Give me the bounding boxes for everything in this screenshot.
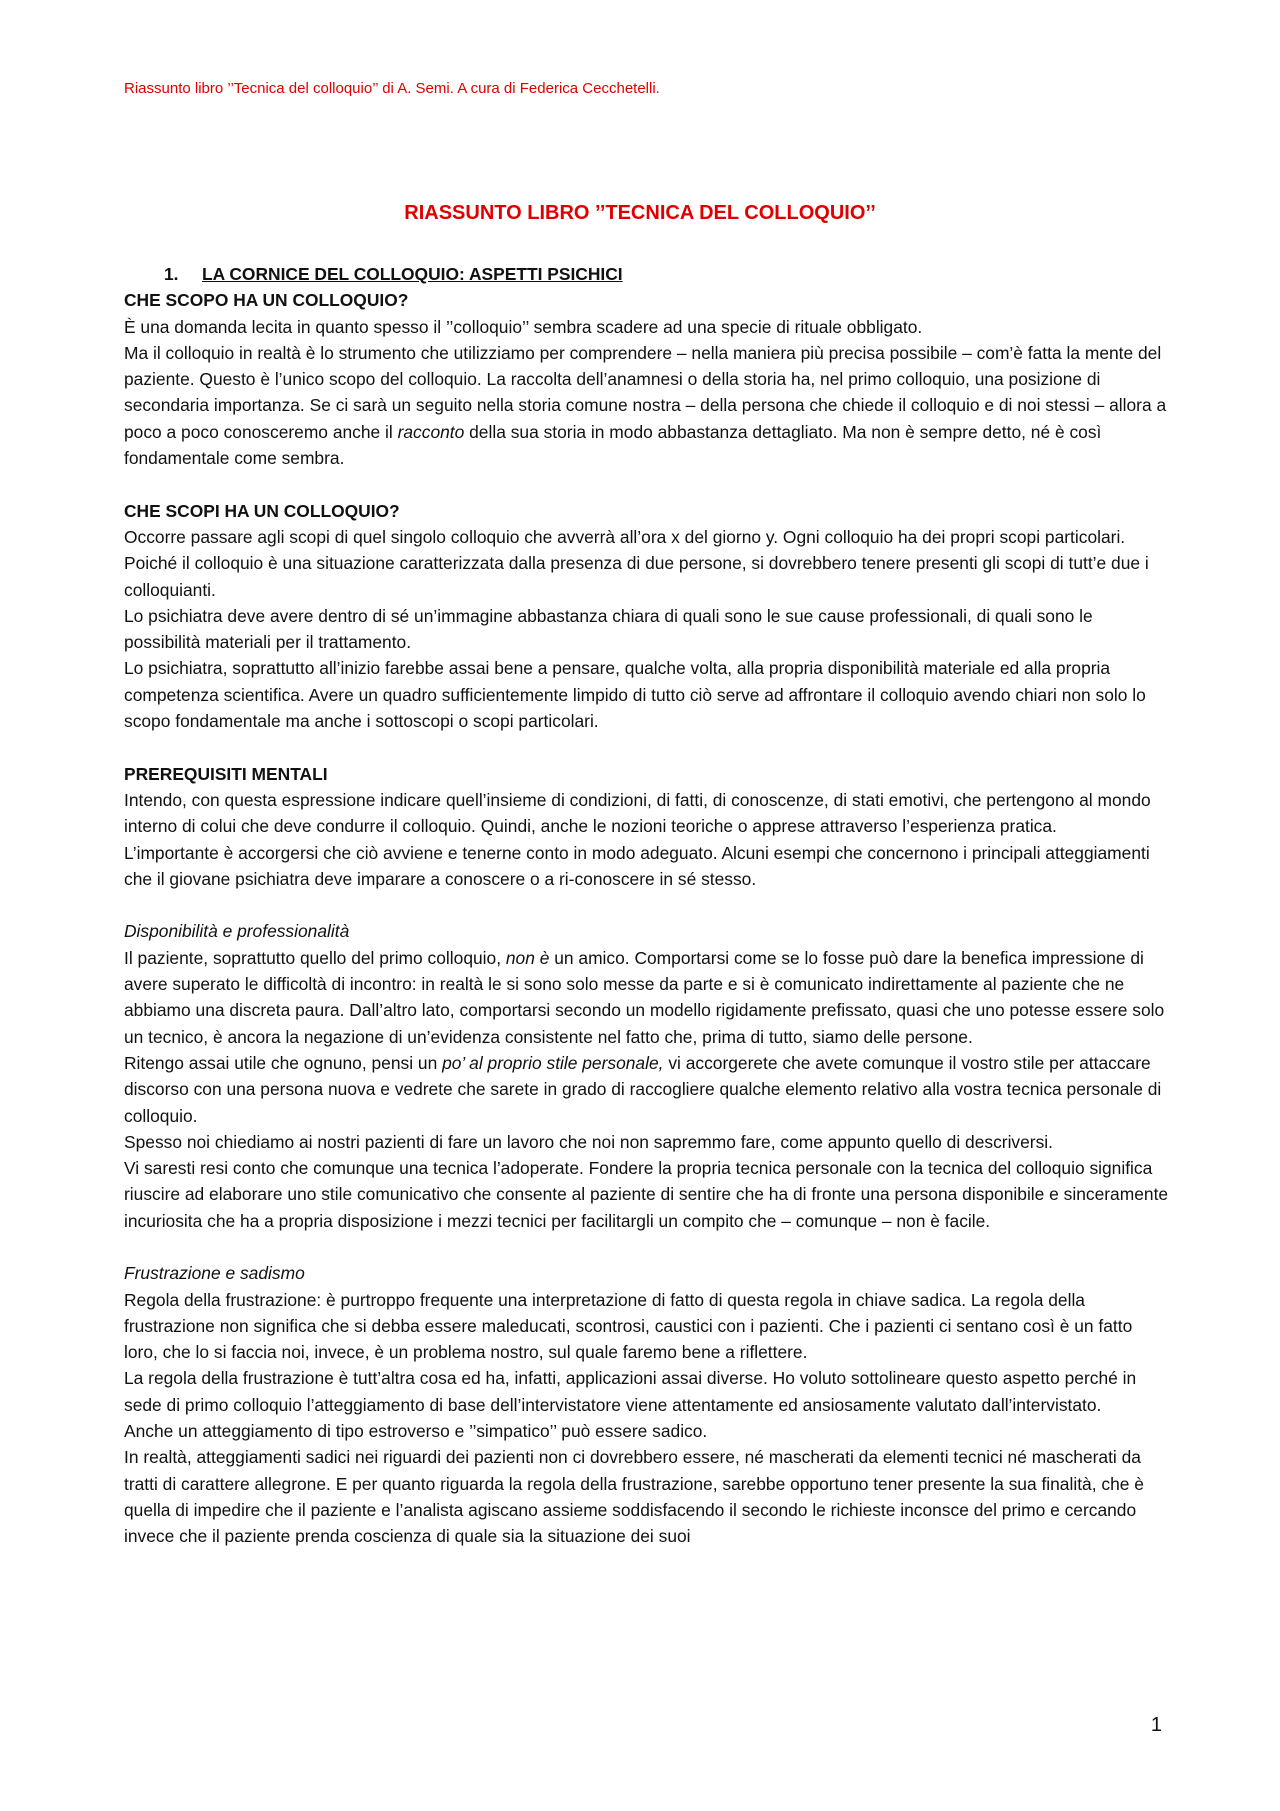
emphasis-text: racconto xyxy=(397,421,465,442)
paragraph: In realtà, atteggiamenti sadici nei riguardi dei pazienti non ci dovrebbero essere, né mascherati da elementi tecnici né mascherati da tratti di carattere allegrone. E per quanto riguarda la regola della frustrazione, sarebbe opportuno tener presente la sua finalità, che è quella di impedire che il paziente e l’analista agiscano assieme soddisfacendo il secondo le richieste inconsce del primo e cercando invece che il paziente prenda coscienza di quale sia la situazione dei suoi xyxy=(124,1447,1144,1547)
section-heading-prerequisiti: PREREQUISITI MENTALI xyxy=(124,763,328,784)
chapter-number: 1. xyxy=(164,264,179,284)
emphasis-text: po’ al proprio stile personale, xyxy=(442,1052,664,1073)
section-heading-scopo: CHE SCOPO HA UN COLLOQUIO? xyxy=(124,290,409,311)
paragraph xyxy=(124,340,1170,471)
section-heading-scopi: CHE SCOPI HA UN COLLOQUIO? xyxy=(124,500,400,521)
paragraph xyxy=(124,945,1170,1050)
paragraph-text: Il paziente, soprattutto quello del primo colloquio, xyxy=(124,947,506,968)
chapter-title: LA CORNICE DEL COLLOQUIO: ASPETTI PSICHICI xyxy=(202,264,623,284)
paragraph xyxy=(124,1050,1170,1129)
document-body xyxy=(124,261,1170,1550)
paragraph: Intendo, con questa espressione indicare quell’insieme di condizioni, di fatti, di conoscenze, di stati emotivi, che pertengono al mondo interno di colui che deve condurre il colloquio. Quindi, anche le nozioni teoriche o apprese attraverso l’esperienza pratica. xyxy=(124,789,1151,837)
paragraph: Lo psichiatra, soprattutto all’inizio farebbe assai bene a pensare, qualche volta, alla propria disponibilità materiale ed alla propria competenza scientifica. Avere un quadro sufficientemente limpido di tutto ciò serve ad affrontare il colloquio avendo chiari non solo lo scopo fondamentale ma anche i sottoscopi o scopi particolari. xyxy=(124,658,1146,732)
paragraph: La regola della frustrazione è tutt’altra cosa ed ha, infatti, applicazioni assai diverse. Ho voluto sottolineare questo aspetto perché in sede di primo colloquio l’atteggiamento di base dell’intervistatore viene attentamente ed ansiosamente valutato dall’intervistato. xyxy=(124,1368,1137,1415)
document-title: RIASSUNTO LIBRO ’’TECNICA DEL COLLOQUIO’’ xyxy=(404,202,876,224)
paragraph: Regola della frustrazione: è purtroppo frequente una interpretazione di fatto di questa regola in chiave sadica. La regola della frustrazione non significa che si debba essere maleducati, scontrosi, caustici con i pazienti. Che i pazienti ci sentano così è un fatto loro, che lo si faccia noi, invece, è un problema nostro, sul quale faremo bene a riflettere. xyxy=(124,1289,1133,1363)
paragraph: Anche un atteggiamento di tipo estroverso e ’’simpatico’’ può essere sadico. xyxy=(124,1421,708,1442)
paragraph-text: vi accorgerete che avete comunque il vostro stile per attaccare discorso con una persona nuova e vedrete che sarete in grado di raccogliere qualche elemento relativo alla vostra tecnica personale di colloquio. xyxy=(124,1052,1162,1126)
paragraph-text: un amico. Comportarsi come se lo fosse può dare la benefica impressione di avere superato le difficoltà di incontro: in realtà le si sono solo messe da parte e si è comunicato indirettamente al paziente che ne abbiamo una discreta paura. Dall’altro lato, comportarsi secondo un modello rigidamente prefissato, quasi che uno potesse essere solo un tecnico, è ancora la negazione di un’evidenza consistente nel fatto che, prima di tutto, siamo delle persone. xyxy=(124,947,1165,1047)
paragraph-text: Ma il colloquio in realtà è lo strumento che utilizziamo per comprendere – nella maniera più precisa possibile – com’è fatta la mente del paziente. Questo è l’unico scopo del colloquio. La raccolta dell’anamnesi o della storia ha, nel primo colloquio, una posizione di secondaria importanza. Se ci sarà un seguito nella storia comune nostra – della persona che chiede il colloquio e di noi stessi – allora a poco a poco conosceremo anche il xyxy=(124,342,1167,442)
page-number: 1 xyxy=(1150,1714,1162,1736)
chapter-heading xyxy=(124,261,1170,287)
paragraph: È una domanda lecita in quanto spesso il ’’colloquio’’ sembra scadere ad una specie di rituale obbligato. xyxy=(124,316,923,337)
paragraph: Vi saresti resi conto che comunque una tecnica l’adoperate. Fondere la propria tecnica personale con la tecnica del colloquio significa riuscire ad elaborare uno stile comunicativo che consente al paziente di sentire che ha di fronte una persona disponibile e sinceramente incuriosita che ha a propria disposizione i mezzi tecnici per facilitargli un compito che – comunque – non è facile. xyxy=(124,1158,1169,1231)
paragraph: Spesso noi chiediamo ai nostri pazienti di fare un lavoro che noi non sapremmo fare, come appunto quello di descriversi. xyxy=(124,1131,1053,1152)
running-header: Riassunto libro ’’Tecnica del colloquio’’ di A. Semi. A cura di Federica Cecchetelli. xyxy=(124,80,660,97)
paragraph-text: della sua storia in modo abbastanza dettagliato. Ma non è sempre detto, né è così fondamentale come sembra. xyxy=(124,421,1102,469)
subsection-heading-frustrazione: Frustrazione e sadismo xyxy=(124,1263,305,1284)
paragraph-text: Ritengo assai utile che ognuno, pensi un xyxy=(124,1052,443,1073)
emphasis-text: non è xyxy=(505,947,550,968)
paragraph: Occorre passare agli scopi di quel singolo colloquio che avverrà all’ora x del giorno y. Ogni colloquio ha dei propri scopi particolari. Poiché il colloquio è una situazione caratterizzata dalla presenza di due persone, si dovrebbero tenere presenti gli scopi di tutt’e due i colloquianti. xyxy=(124,526,1149,600)
paragraph: Lo psichiatra deve avere dentro di sé un’immagine abbastanza chiara di quali sono le sue cause professionali, di quali sono le possibilità materiali per il trattamento. xyxy=(124,605,1093,653)
subsection-heading-disponibilita: Disponibilità e professionalità xyxy=(124,921,350,942)
paragraph: L’importante è accorgersi che ciò avviene e tenerne conto in modo adeguato. Alcuni esempi che concernono i principali atteggiamenti che il giovane psichiatra deve imparare a conoscere o a ri-conoscere in sé stesso. xyxy=(124,842,1150,889)
